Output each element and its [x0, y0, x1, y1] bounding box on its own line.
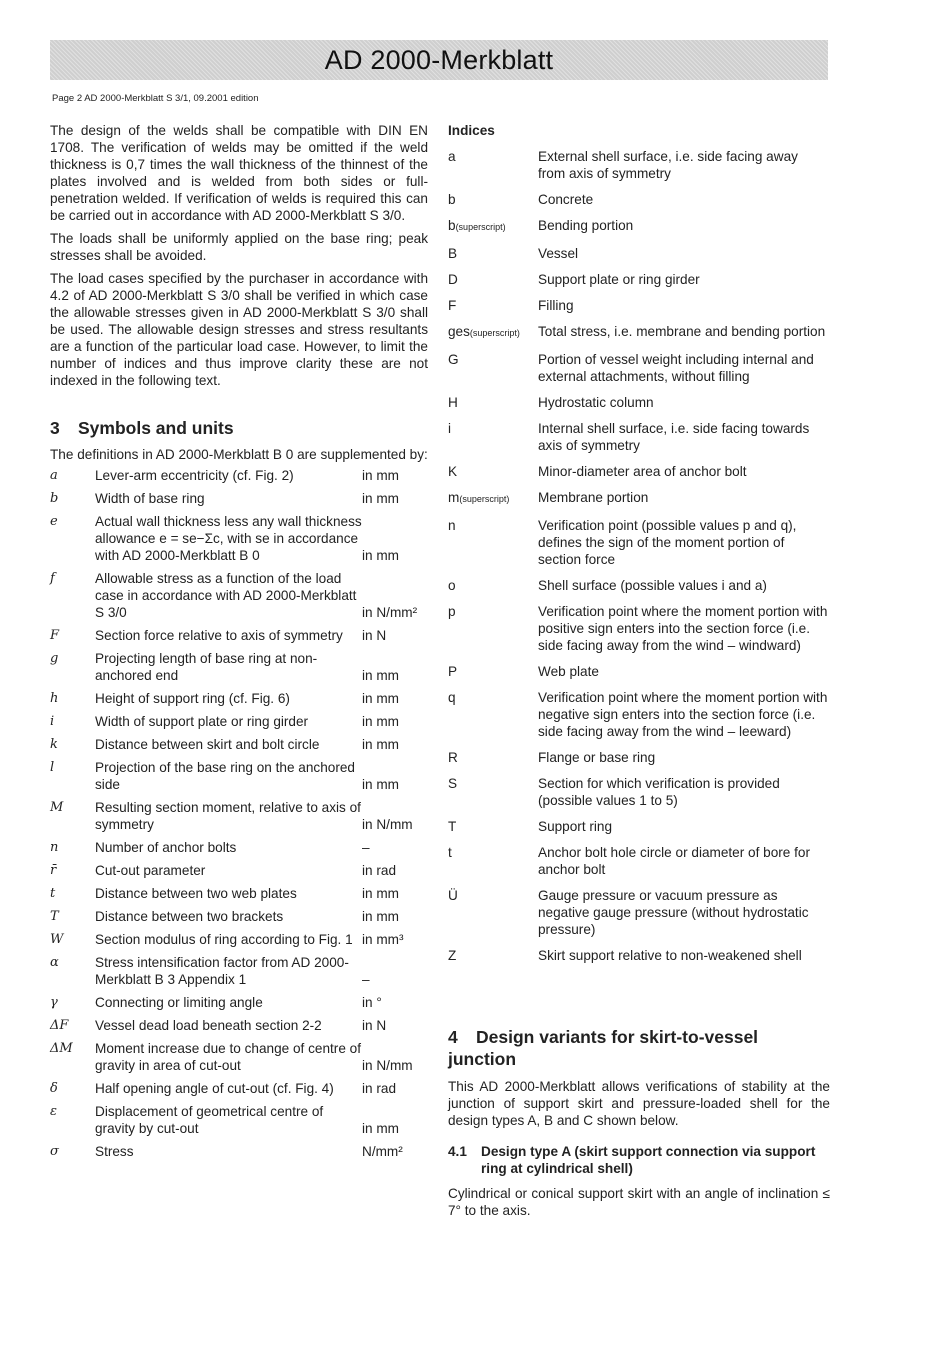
index-row [448, 148, 830, 182]
symbol-unit: in mm [362, 668, 400, 683]
index-description: Support ring [538, 819, 613, 834]
symbol-description: Displacement of geometrical centre of gravity by cut-out [95, 1104, 324, 1136]
index-description: Portion of vessel weight including internal and external attachments, without filling [538, 352, 814, 384]
index-row [448, 947, 830, 964]
symbol-row [50, 885, 428, 902]
index-description: Support plate or ring girder [538, 272, 700, 287]
index-description: Vessel [538, 246, 579, 261]
index-key-note: (superscript) [469, 328, 520, 338]
symbol-unit: in mm [362, 886, 400, 901]
section-title: Symbols and units [78, 418, 234, 438]
index-key-note: (superscript) [459, 494, 510, 504]
symbol-description: Stress intensification factor from AD 2000-Merkblatt B 3 Appendix 1 [95, 955, 349, 987]
symbol: i [50, 714, 55, 729]
index-key [448, 775, 538, 809]
index-key [448, 323, 538, 342]
symbol-description: Projecting length of base ring at non-anchored end [95, 651, 318, 683]
symbol-description: Height of support ring (cf. Fig. 6) [95, 691, 290, 706]
symbol-description: Section force relative to axis of symmetry [95, 628, 343, 643]
subsection-4-1-heading [448, 1143, 830, 1177]
index-row [448, 663, 830, 680]
symbol-description: Allowable stress as a function of the load case in accordance with AD 2000-Merkblatt S 3/0 [95, 571, 357, 620]
index-row [448, 603, 830, 654]
index-description: Flange or base ring [538, 750, 656, 765]
indices-list [448, 148, 830, 964]
index-row [448, 887, 830, 938]
symbol-row [50, 954, 428, 988]
symbol: t [50, 886, 56, 901]
symbol-description: Width of support plate or ring girder [95, 714, 309, 729]
index-description: Skirt support relative to non-weakened shell [538, 948, 802, 963]
index-key-text: D [448, 272, 458, 287]
section-4-heading [448, 1026, 830, 1070]
index-key [448, 463, 538, 480]
index-row [448, 749, 830, 766]
index-key-text: P [448, 664, 458, 679]
index-key-text: a [448, 149, 456, 164]
symbol-unit: in N [362, 1018, 387, 1033]
index-key-text: b [448, 192, 456, 207]
symbol-row [50, 490, 428, 507]
index-key [448, 749, 538, 766]
symbol-unit: – [362, 972, 370, 987]
symbol-description: Distance between skirt and bolt circle [95, 737, 320, 752]
index-key [448, 148, 538, 182]
symbol-description: Connecting or limiting angle [95, 995, 263, 1010]
symbol-row [50, 570, 428, 621]
index-description: Section for which verification is provided (possible values 1 to 5) [538, 776, 780, 808]
index-row [448, 420, 830, 454]
index-description: Total stress, i.e. membrane and bending portion [538, 324, 826, 339]
index-key [448, 191, 538, 208]
symbol: δ [50, 1081, 58, 1096]
symbol-description: Vessel dead load beneath section 2-2 [95, 1018, 322, 1033]
symbol-unit: in N [362, 628, 387, 643]
symbol-row [50, 513, 428, 564]
symbol: g [50, 651, 59, 666]
symbol-row [50, 862, 428, 879]
index-key [448, 663, 538, 680]
symbol-row [50, 799, 428, 833]
index-row [448, 217, 830, 236]
index-key-text: ges [448, 324, 470, 339]
index-description: Anchor bolt hole circle or diameter of bore for anchor bolt [538, 845, 811, 877]
subsection-number: 4.1 [448, 1144, 467, 1159]
page-info: Page 2 AD 2000-Merkblatt S 3/1, 09.2001 edition [52, 93, 259, 104]
symbol: f [50, 571, 55, 586]
symbol-description: Number of anchor bolts [95, 840, 237, 855]
symbol-description: Projection of the base ring on the anchored side [95, 760, 355, 792]
symbol: M [50, 800, 64, 815]
symbol-unit: in mm [362, 737, 400, 752]
index-key [448, 351, 538, 385]
index-row [448, 844, 830, 878]
index-key [448, 297, 538, 314]
left-column [50, 122, 428, 1166]
symbol-row [50, 994, 428, 1011]
symbol: l [50, 760, 55, 775]
index-description: Minor-diameter area of anchor bolt [538, 464, 747, 479]
symbol-description: Section modulus of ring according to Fig. 1 [95, 932, 353, 947]
index-description: Verification point (possible values p and q), defines the sign of the moment portion of section force [538, 518, 797, 567]
symbol-description: Distance between two brackets [95, 909, 284, 924]
index-key-note: (superscript) [455, 222, 506, 232]
index-row [448, 394, 830, 411]
index-description: Verification point where the moment portion with negative sign enters into the section force (i.e. side facing away from the wind – leeward) [538, 690, 828, 739]
index-description: Concrete [538, 192, 594, 207]
index-key-text: G [448, 352, 459, 367]
index-key-text: F [448, 298, 457, 313]
index-key-text: K [448, 464, 458, 479]
symbol: a [50, 468, 58, 483]
symbol: T [50, 909, 59, 924]
symbol-row [50, 1017, 428, 1034]
symbol-unit: in rad [362, 1081, 397, 1096]
index-row [448, 351, 830, 385]
symbol-unit: in mm [362, 491, 400, 506]
symbol-description: Actual wall thickness less any wall thickness allowance e = se−Σc, with se in accordance with AD 2000-Merkblatt B 0 [95, 514, 362, 563]
symbol-unit: in mm [362, 548, 400, 563]
symbol-description: Moment increase due to change of centre of gravity in area of cut-out [95, 1041, 361, 1073]
symbol-description: Distance between two web plates [95, 886, 297, 901]
section-4-text: This AD 2000-Merkblatt allows verifications of stability at the junction of support skirt and pressure-loaded shell for the design types A, B and C shown below. [448, 1079, 830, 1128]
symbol-row [50, 1143, 428, 1160]
index-row [448, 489, 830, 508]
symbol-unit: in mm [362, 468, 400, 483]
symbol-unit: – [362, 840, 370, 855]
symbol-row [50, 1103, 428, 1137]
page-header-title: AD 2000-Merkblatt [324, 44, 554, 75]
index-row [448, 818, 830, 835]
symbol-unit: in N/mm² [362, 605, 418, 620]
symbol-row [50, 736, 428, 753]
index-description: Web plate [538, 664, 599, 679]
symbol-unit: in mm [362, 691, 400, 706]
symbol-row [50, 713, 428, 730]
index-key-text: R [448, 750, 458, 765]
symbol-row [50, 627, 428, 644]
index-row [448, 775, 830, 809]
index-key [448, 517, 538, 568]
symbol-unit: in mm³ [362, 932, 404, 947]
index-key [448, 420, 538, 454]
index-key [448, 394, 538, 411]
symbol-unit: in mm [362, 714, 400, 729]
index-key-text: b [448, 218, 456, 233]
symbol-unit: in N/mm [362, 817, 413, 832]
symbol-description: Cut-out parameter [95, 863, 206, 878]
indices-title: Indices [448, 123, 495, 138]
section-3-intro: The definitions in AD 2000-Merkblatt B 0 are supplemented by: [50, 447, 428, 462]
index-key-text: Ü [448, 888, 458, 903]
symbol-description: Lever-arm eccentricity (cf. Fig. 2) [95, 468, 294, 483]
index-row [448, 323, 830, 342]
index-description: Shell surface (possible values i and a) [538, 578, 767, 593]
symbol-unit: in mm [362, 909, 400, 924]
symbol: n [50, 840, 59, 855]
symbol-row [50, 1040, 428, 1074]
symbol-description: Width of base ring [95, 491, 205, 506]
index-key-text: H [448, 395, 458, 410]
index-key [448, 689, 538, 740]
symbol: h [50, 691, 59, 706]
index-description: Internal shell surface, i.e. side facing towards axis of symmetry [538, 421, 810, 453]
index-key-text: p [448, 604, 456, 619]
symbol-row [50, 759, 428, 793]
index-key [448, 577, 538, 594]
symbol: b [50, 491, 59, 506]
index-row [448, 689, 830, 740]
symbol: ΔF [50, 1018, 69, 1033]
index-key [448, 489, 538, 508]
index-row [448, 517, 830, 568]
section-number: 3 [50, 418, 60, 438]
symbol: r̄ [50, 863, 57, 878]
paragraph: The design of the welds shall be compatible with DIN EN 1708. The verification of welds may be omitted if the weld thickness is 0,7 times the wall thickness of the thinnest of the plates involved and is welded from both sides or full-penetration welded. If verification of welds is required this can be carried out in accordance with AD 2000-Merkblatt S 3/0. [50, 123, 428, 223]
symbol-description: Half opening angle of cut-out (cf. Fig. 4) [95, 1081, 334, 1096]
index-row [448, 191, 830, 208]
page-header-banner [50, 40, 828, 80]
symbol-unit: N/mm² [362, 1144, 403, 1159]
symbol-row [50, 931, 428, 948]
index-description: Filling [538, 298, 574, 313]
symbol-unit: in mm [362, 1121, 400, 1136]
index-key-text: S [448, 776, 458, 791]
section-title: Design variants for skirt-to-vessel junction [448, 1027, 759, 1069]
symbol-unit: in ° [362, 995, 382, 1010]
index-key [448, 844, 538, 878]
section-number: 4 [448, 1027, 458, 1047]
symbol-row [50, 1080, 428, 1097]
index-description: Membrane portion [538, 490, 649, 505]
symbol: σ [50, 1144, 59, 1159]
right-column [448, 122, 830, 1219]
symbol: F [50, 628, 60, 643]
symbol: ε [50, 1104, 57, 1119]
symbol-row [50, 839, 428, 856]
subsection-4-1-text: Cylindrical or conical support skirt with an angle of inclination ≤ 7° to the axis. [448, 1186, 830, 1218]
symbol-description: Resulting section moment, relative to axis of symmetry [95, 800, 361, 832]
symbol-row [50, 467, 428, 484]
index-key-text: o [448, 578, 456, 593]
index-description: Hydrostatic column [538, 395, 654, 410]
index-key-text: Z [448, 948, 457, 963]
index-key-text: q [448, 690, 456, 705]
symbol: k [50, 737, 58, 752]
index-row [448, 271, 830, 288]
paragraph: The loads shall be uniformly applied on the base ring; peak stresses shall be avoided. [50, 231, 428, 263]
symbol: ΔM [50, 1041, 73, 1056]
section-3-heading [50, 417, 428, 439]
index-row [448, 463, 830, 480]
symbol: α [50, 955, 59, 970]
index-key [448, 887, 538, 938]
index-key [448, 818, 538, 835]
symbol: W [50, 932, 64, 947]
index-key [448, 947, 538, 964]
index-description: Gauge pressure or vacuum pressure as negative gauge pressure (without hydrostatic pressure) [538, 888, 809, 937]
symbol: γ [50, 995, 58, 1010]
index-key-text: T [448, 819, 457, 834]
index-key-text: i [448, 421, 452, 436]
index-description: External shell surface, i.e. side facing away from axis of symmetry [538, 149, 798, 181]
index-row [448, 577, 830, 594]
paragraph: The load cases specified by the purchaser in accordance with 4.2 of AD 2000-Merkblatt S 3/0 shall be verified in which case the allowable stresses given in AD 2000-Merkblatt S 3/0 shall be used. The allowable design stresses and stress resultants are a function of the particular load case. However, to limit the number of indices and thus improve clarity these are not indexed in the following text. [50, 271, 428, 388]
index-key [448, 245, 538, 262]
symbol-row [50, 650, 428, 684]
index-description: Bending portion [538, 218, 634, 233]
symbol-description: Stress [95, 1144, 134, 1159]
symbol-unit: in N/mm [362, 1058, 413, 1073]
index-row [448, 297, 830, 314]
subsection-title: Design type A (skirt support connection via support ring at cylindrical shell) [481, 1144, 816, 1176]
index-key-text: t [448, 845, 452, 860]
index-row [448, 245, 830, 262]
symbols-list [50, 467, 428, 1160]
symbol-unit: in mm [362, 777, 400, 792]
symbol-row [50, 690, 428, 707]
index-key-text: B [448, 246, 458, 261]
index-key [448, 271, 538, 288]
symbol-unit: in rad [362, 863, 397, 878]
symbol: e [50, 514, 58, 529]
index-description: Verification point where the moment portion with positive sign enters into the section force (i.e. side facing away from the wind – windward) [538, 604, 828, 653]
index-key [448, 603, 538, 654]
index-key-text: m [448, 490, 460, 505]
index-key-text: n [448, 518, 456, 533]
index-key [448, 217, 538, 236]
symbol-row [50, 908, 428, 925]
